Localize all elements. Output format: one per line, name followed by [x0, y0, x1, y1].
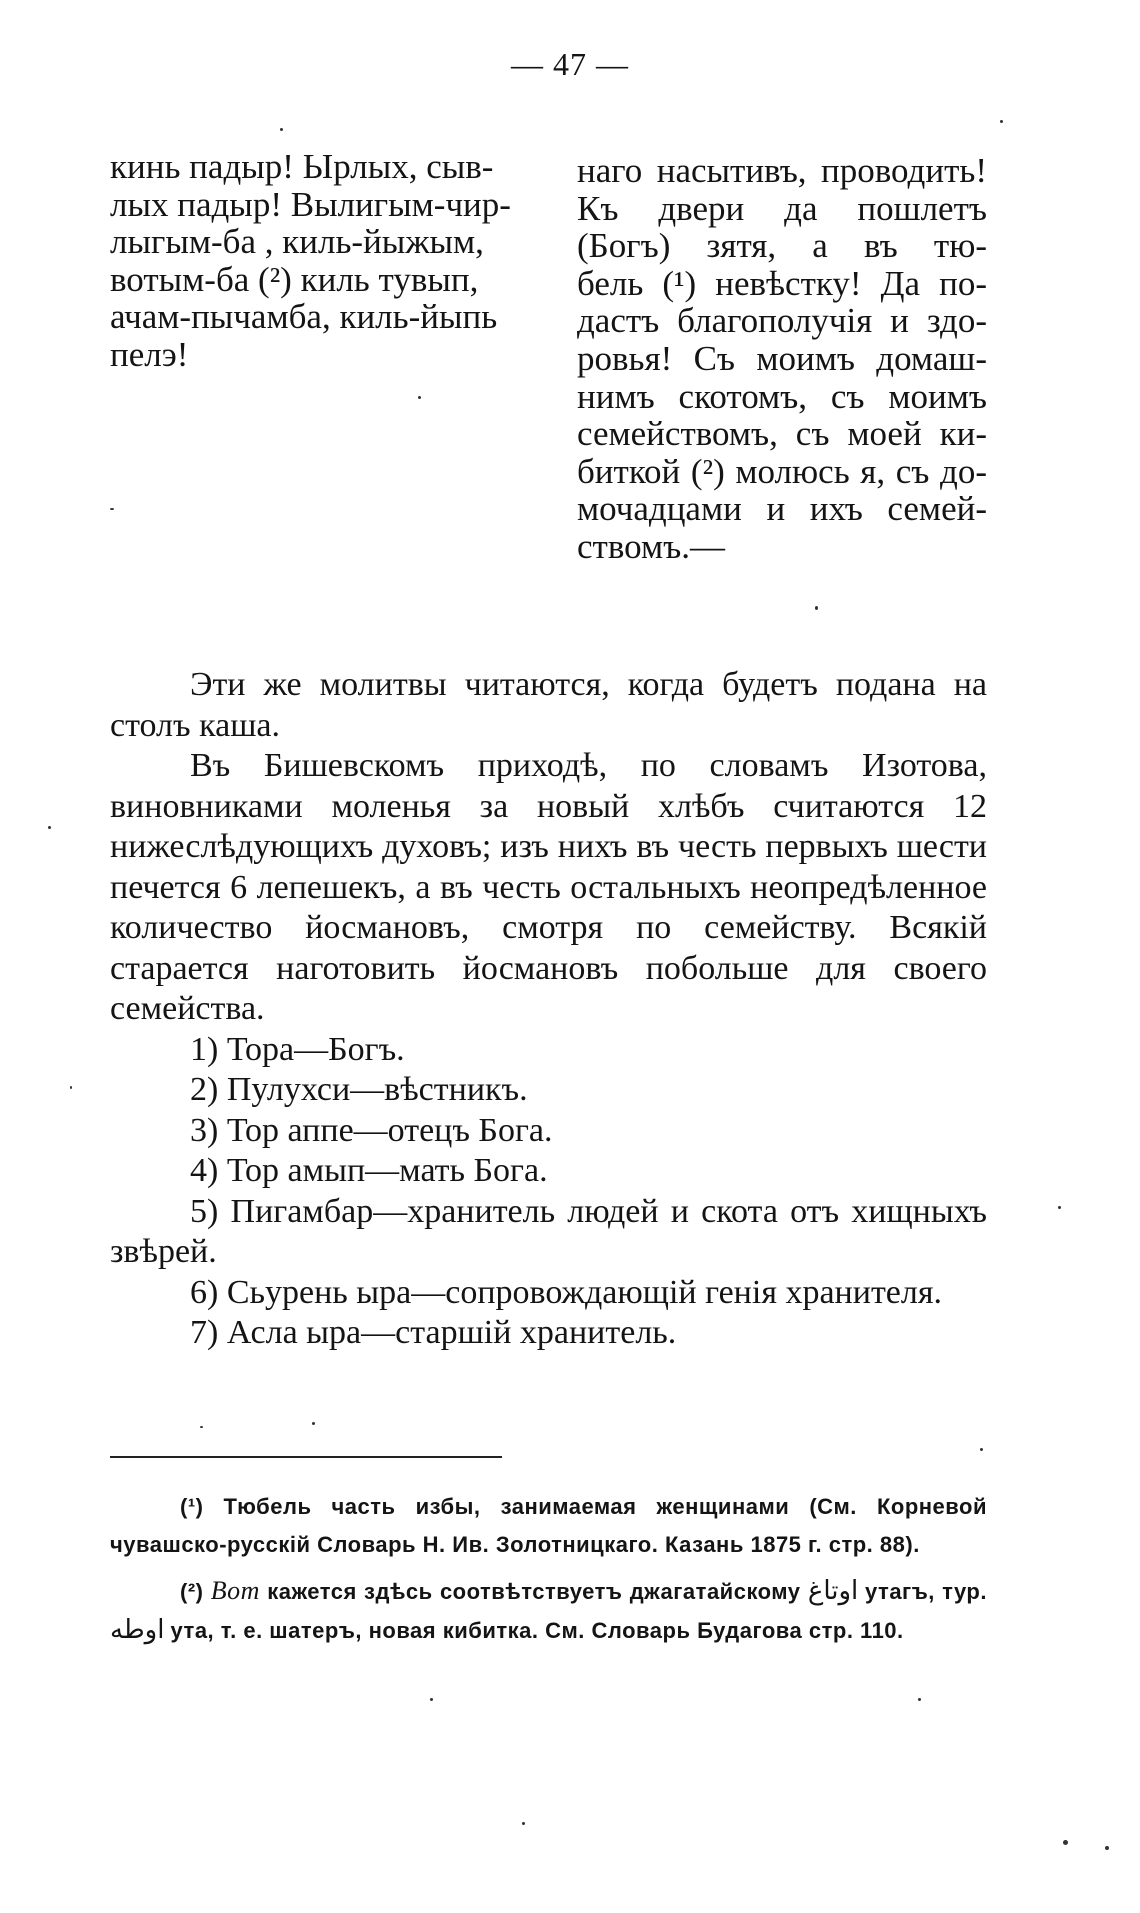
list-item: 7) Асла ыра—старшій хранитель. [190, 1314, 677, 1351]
prayer-line: лых падыр! Вылигым-чир- [110, 184, 511, 224]
paragraph: Эти же молитвы читаются, когда будетъ подана на столъ каша. [110, 666, 987, 744]
prayer-line: ачам-пычамба, киль-йыпь [110, 297, 498, 337]
scan-speck [280, 128, 283, 131]
footnote-2-marker: (²) [180, 1579, 204, 1604]
scan-speck [418, 396, 421, 399]
paragraph: Въ Бишевскомъ приходѣ, по словамъ Изотова, виновниками моленья за новый хлѣбъ считаются 12 нижеслѣдующихъ духовъ; изъ нихъ въ честь первыхъ шести печется 6 лепешекъ, а въ честь остальныхъ неопредѣленное количество йосмановъ, смотря по семейству. Всякій старается наготовить йосмановъ побольше для своего семейства. [110, 747, 987, 1027]
scan-speck [110, 508, 114, 510]
translation-line: Къ двери да пошлетъ [577, 188, 987, 228]
prayer-line: кинь падыр! Ырлых, сыв- [110, 147, 494, 186]
list-item: 5) Пигамбар—хранитель людей и скота отъ хищныхъ звѣрей. [110, 1192, 987, 1270]
scan-speck [815, 606, 818, 610]
spirits-list [110, 1030, 987, 1354]
scan-speck [1063, 1840, 1068, 1845]
list-item: 1) Тора—Богъ. [190, 1030, 405, 1068]
scan-speck [312, 1422, 315, 1425]
translation-line: ствомъ.— [577, 526, 725, 566]
translation-line: мочадцами и ихъ семей- [577, 489, 987, 529]
list-item: 4) Тор амып—мать Бога. [190, 1152, 548, 1189]
prayer-line: лыгым-ба , киль-йыжым, [110, 222, 484, 262]
footnote-2 [110, 1572, 987, 1650]
translation-line: нимъ скотомъ, съ моимъ [577, 376, 987, 416]
chuvash-prayer-column [110, 148, 510, 374]
list-item: 2) Пулухси—вѣстникъ. [190, 1071, 528, 1108]
scan-speck [430, 1698, 433, 1701]
translation-line: дастъ благополучія и здо- [577, 301, 987, 341]
footnote-2-text-a: кажется здѣсь соотвѣтствуетъ джагатайскому [267, 1579, 801, 1604]
translation-line: биткой (²) молюсь я, съ до- [577, 451, 987, 491]
arabic-word-1: اوتاغ [807, 1576, 859, 1606]
scan-speck [522, 1822, 525, 1825]
scan-speck [1105, 1846, 1109, 1850]
translation-line: (Богъ) зятя, а въ тю- [577, 226, 987, 266]
prayer-line: пелэ! [110, 334, 189, 374]
footnote-2-italic: Вот [210, 1576, 260, 1605]
translation-line: ровья! Съ моимъ домаш- [577, 338, 987, 378]
scan-speck [70, 1086, 72, 1089]
arabic-word-2: اوطه [110, 1615, 165, 1645]
list-item: 3) Тор аппе—отецъ Бога. [190, 1111, 553, 1149]
page-number-value: 47 [553, 46, 587, 82]
scan-speck [1000, 120, 1003, 123]
translation-line: бель (¹) невѣстку! Да по- [577, 263, 987, 303]
page-number [0, 46, 1140, 83]
dash-right: — [596, 46, 629, 82]
footnotes [110, 1488, 987, 1658]
scan-speck [980, 1448, 983, 1451]
russian-translation-column [577, 152, 987, 566]
footnote-2-text-c: ута, т. е. шатеръ, новая кибитка. См. Словарь Будагова стр. 110. [170, 1618, 904, 1643]
scan-speck [1058, 1206, 1061, 1209]
footnote-1: (¹) Тюбель часть избы, занимаемая женщинами (См. Корневой чувашско-русскій Словарь Н. Ив. Золотницкаго. Казань 1875 г. стр. 88). [110, 1494, 987, 1557]
scan-speck [48, 826, 51, 829]
scan-speck [918, 1698, 921, 1701]
dash-left: — [511, 46, 544, 82]
footnote-2-text-b: утагъ, тур. [865, 1579, 987, 1604]
list-item: 6) Сьурень ыра—сопровождающій генія хранителя. [190, 1273, 943, 1311]
prayer-line: вотым-ба (²) киль тувып, [110, 259, 479, 299]
main-text [110, 665, 987, 1354]
translation-line: семействомъ, съ моей ки- [577, 414, 987, 454]
translation-line: наго насытивъ, проводить! [577, 151, 987, 190]
scan-speck [200, 1426, 203, 1428]
footnote-divider [110, 1456, 502, 1458]
